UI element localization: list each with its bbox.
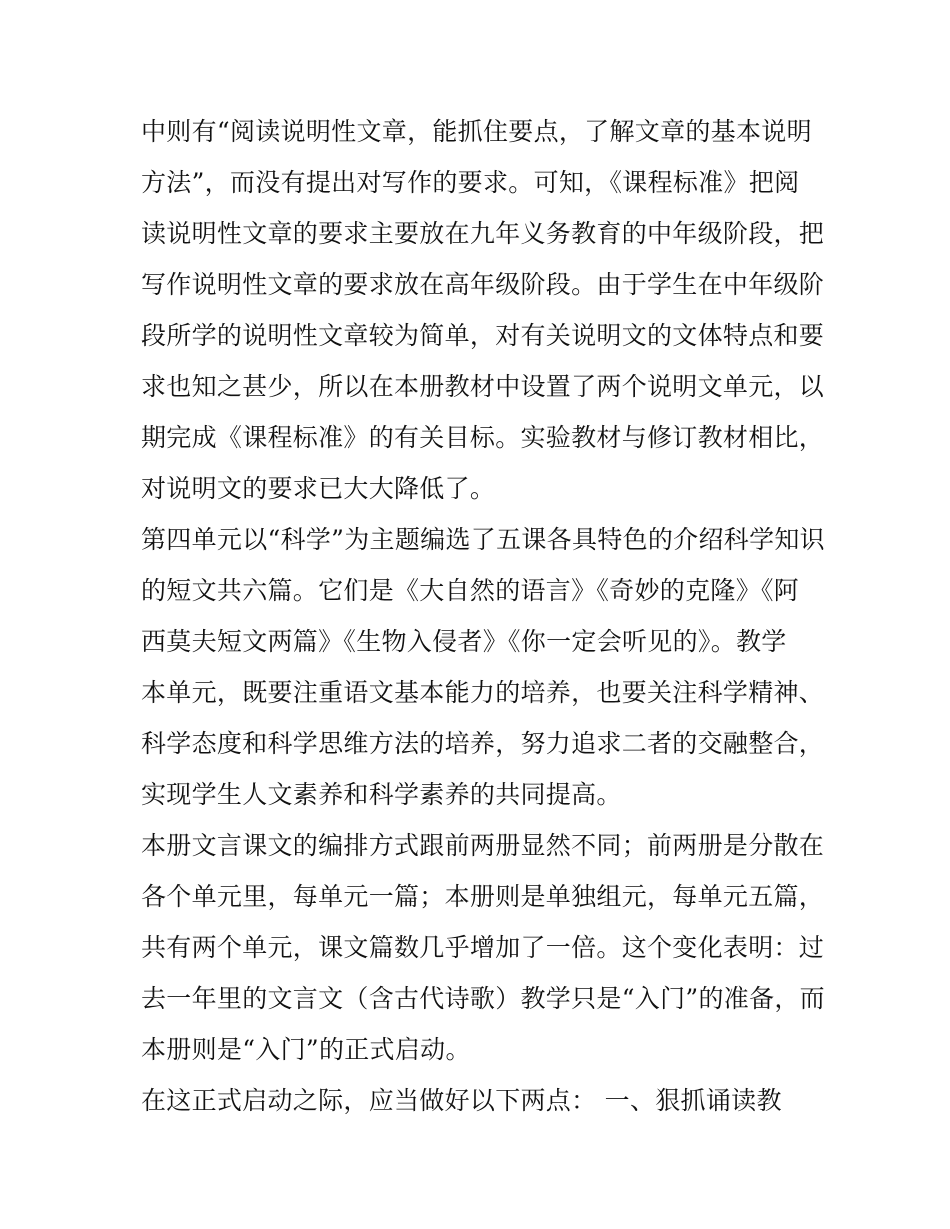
paragraph-2 <box>141 514 825 820</box>
text-line: 实现学生人文素养和科学素养的共同提高。 <box>141 780 622 809</box>
text-line: 的短文共六篇。它们是《大自然的语言》《奇妙的克隆》《阿 <box>141 576 800 605</box>
text-line: 方法”，而没有提出对写作的要求。可知，《课程标准》把阅 <box>141 168 800 197</box>
text-line: 写作说明性文章的要求放在高年级阶段。由于学生在中年级阶 <box>141 270 825 299</box>
text-line: 科学态度和科学思维方法的培养，努力追求二者的交融整合， <box>141 729 825 758</box>
text-line: 去一年里的文言文（含古代诗歌）教学只是“入门”的准备，而 <box>141 984 825 1013</box>
paragraph-3 <box>141 820 825 1075</box>
paragraph-1 <box>141 106 825 514</box>
text-line: 期完成《课程标准》的有关目标。实验教材与修订教材相比， <box>141 423 825 452</box>
document-body <box>141 106 825 1126</box>
text-line: 西莫夫短文两篇》《生物入侵者》《你一定会听见的》。教学 <box>141 627 787 656</box>
text-line: 第四单元以“科学”为主题编选了五课各具特色的介绍科学知识 <box>141 525 825 554</box>
text-line: 在这正式启动之际，应当做好以下两点： 一、狠抓诵读教 <box>141 1086 782 1115</box>
text-line: 本单元，既要注重语文基本能力的培养，也要关注科学精神、 <box>141 678 825 707</box>
text-line: 中则有“阅读说明性文章，能抓住要点，了解文章的基本说明 <box>141 117 812 146</box>
text-line: 共有两个单元，课文篇数几乎增加了一倍。这个变化表明：过 <box>141 933 825 962</box>
text-line: 段所学的说明性文章较为简单，对有关说明文的文体特点和要 <box>141 321 825 350</box>
text-line: 本册文言课文的编排方式跟前两册显然不同；前两册是分散在 <box>141 831 825 860</box>
text-line: 对说明文的要求已大大降低了。 <box>141 474 496 503</box>
text-line: 本册则是“入门”的正式启动。 <box>141 1035 471 1064</box>
text-line: 读说明性文章的要求主要放在九年义务教育的中年级阶段，把 <box>141 219 825 248</box>
paragraph-4 <box>141 1075 821 1126</box>
text-line: 求也知之甚少，所以在本册教材中设置了两个说明文单元，以 <box>141 372 825 401</box>
text-line: 各个单元里，每单元一篇；本册则是单独组元，每单元五篇， <box>141 882 825 911</box>
